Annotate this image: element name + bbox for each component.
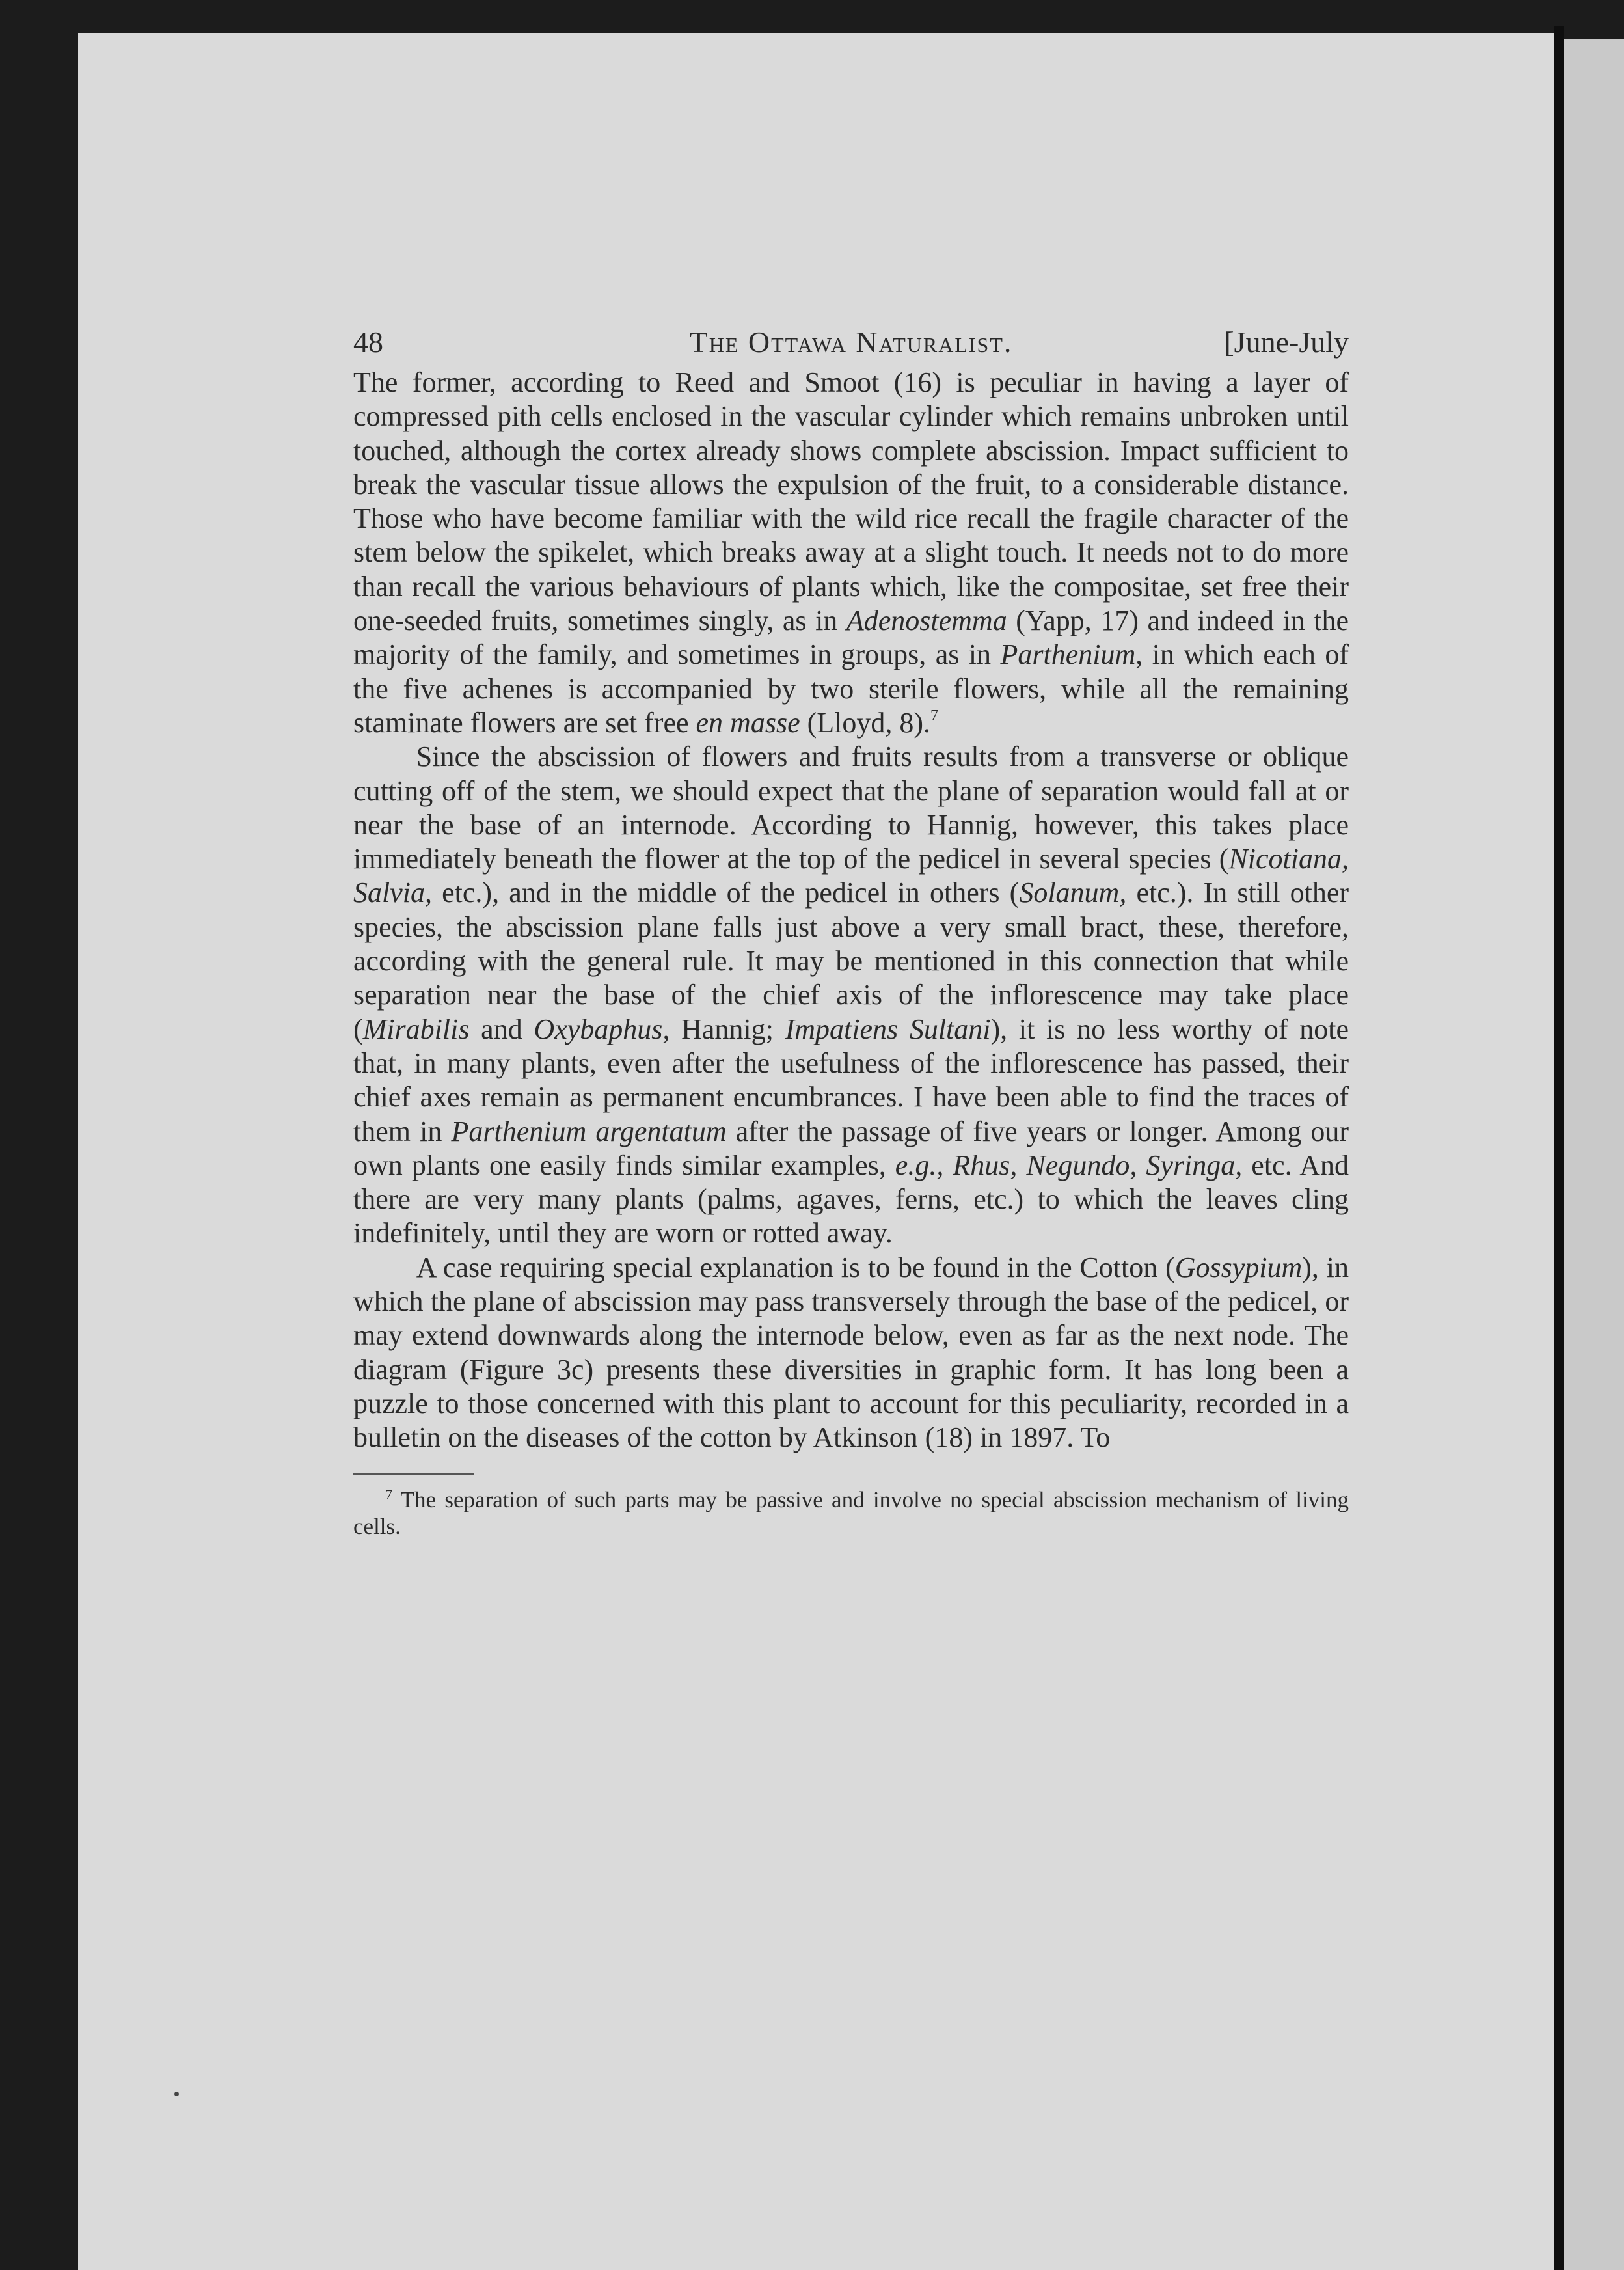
footnote-reference: 7 — [930, 707, 939, 724]
journal-title: The Ottawa Naturalist. — [689, 325, 1013, 359]
footnote-divider — [353, 1473, 474, 1475]
issue-date: [June-July — [1224, 325, 1349, 359]
page-number: 48 — [353, 325, 383, 359]
facing-page-edge — [1564, 39, 1624, 2270]
page-content — [353, 319, 1349, 1540]
page-gutter — [1554, 26, 1564, 2270]
paper-speck — [174, 2092, 179, 2096]
paragraph-2: Since the abscission of flowers and fruits results from a transverse or oblique cutting off of the stem, we should expect that the plane of separation would fall at or near the base of an internode. According to Hannig, however, this takes place immediately beneath the flower at the top of the pedicel in several species (Nicotiana, Salvia, etc.), and in the middle of the pedicel in others (Solanum, etc.). In still other species, the abscission plane falls just above a very small bract, these, therefore, according with the general rule. It may be mentioned in this connection that while separation near the base of the chief axis of the inflorescence may take place (Mirabilis and Oxybaphus, Hannig; Impatiens Sultani), it is no less worthy of note that, in many plants, even after the usefulness of the inflorescence has passed, their chief axes remain as permanent encumbrances. I have been able to find the traces of them in Parthenium argentatum after the passage of five years or longer. Among our own plants one easily finds similar examples, e.g., Rhus, Negundo, Syringa, etc. And there are very many plants (palms, agaves, ferns, etc.) to which the leaves cling indefinitely, until they are worn or rotted away. — [353, 741, 1349, 1250]
footnote — [353, 1486, 1349, 1540]
footnote-text: The separation of such parts may be passive and involve no special abscission mechanism of living cells. — [353, 1486, 1349, 1539]
running-header — [353, 319, 1349, 366]
footnote-marker: 7 — [385, 1486, 392, 1503]
paragraph-3: A case requiring special explanation is to be found in the Cotton (Gossypium), in which the plane of abscission may pass transversely through the base of the pedicel, or may extend downwards along the internode below, even as far as the next node. The diagram (Figure 3c) presents these diversities in graphic form. It has long been a puzzle to those concerned with this plant to account for this peculiarity, recorded in a bulletin on the diseases of the cotton by Atkinson (18) in 1897. To — [353, 1251, 1349, 1454]
paragraph-1: The former, according to Reed and Smoot (16) is peculiar in having a layer of compressed pith cells enclosed in the vascular cylinder which remains unbroken until touched, although the cortex already shows complete abscission. Impact sufficient to break the vascular tissue allows the expulsion of the fruit, to a considerable distance. Those who have become familiar with the wild rice recall the fragile character of the stem below the spikelet, which breaks away at a slight touch. It needs not to do more than recall the various behaviours of plants which, like the compositae, set free their one-seeded fruits, sometimes singly, as in Adenostemma (Yapp, 17) and indeed in the majority of the family, and sometimes in groups, as in Parthenium, in which each of the five achenes is accompanied by two sterile flowers, while all the remaining staminate flowers are set free en masse (Lloyd, 8).$^7$ — [353, 366, 1349, 739]
body-text — [353, 366, 1349, 1455]
